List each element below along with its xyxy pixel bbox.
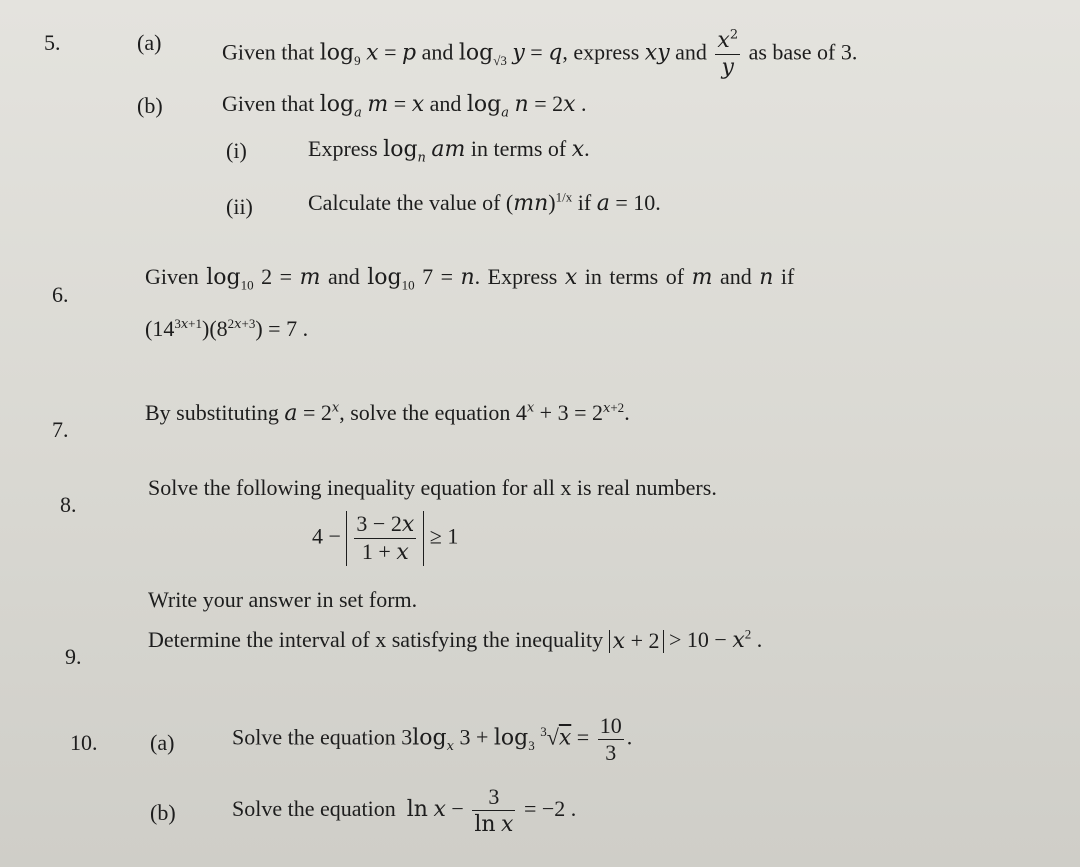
- q5a-statement: Given that $\log_9 x = p$ and $\log_{√3} y = q$, express xy and $\frac{x^2}{y}$ as base of 3.: [222, 27, 858, 80]
- q7-statement: By substituting $a = 2^x$, solve the equation $4^x + 3 = 2^{x+2}$.: [145, 399, 630, 426]
- q10-part-b-label: (b): [150, 800, 176, 825]
- question-5-number: 5.: [44, 30, 61, 55]
- q10b-statement: Solve the equation ln x − $\frac{3}{\text{ln x}}$ = −2 .: [232, 784, 577, 837]
- q5-part-b-label: (b): [137, 93, 163, 118]
- q8-statement: Solve the following inequality equation for all x is real numbers.: [148, 475, 717, 500]
- q5bii-statement: Calculate the value of (mn)$^{1/x}$ if a = 10.: [308, 189, 661, 216]
- absolute-value-bars: $\frac{3 - 2x}{1 + x}$: [346, 511, 424, 566]
- question-6-number: 6.: [52, 282, 69, 307]
- q8-instruction: Write your answer in set form.: [148, 587, 418, 612]
- q10-part-a-label: (a): [150, 730, 175, 755]
- question-7-number: 7.: [52, 417, 69, 442]
- q6-statement: Given $\log_{10} 2 = m$ and $\log_{10} 7 = n$. Express x in terms of m and n if: [145, 264, 795, 293]
- q9-statement: Determine the interval of x satisfying the inequality $x + 2 > 10 - x^2$ .: [148, 626, 763, 655]
- fraction-x2-over-y: $\frac{x^2}{y}$: [717, 27, 739, 80]
- question-10-number: 10.: [70, 730, 98, 755]
- q5b-statement: Given that $\log_a m = x$ and $\log_a n = 2x$ .: [222, 91, 587, 121]
- q5-part-ii-label: (ii): [226, 194, 253, 219]
- q5-part-i-label: (i): [226, 138, 247, 163]
- q8-inequality: 4 − $\frac{3 - 2x}{1 + x}$ ≥ 1: [312, 511, 459, 565]
- q5bi-statement: Express $\log_n$ am in terms of x.: [308, 136, 590, 166]
- q10a-statement: Solve the equation $3\log_x$ $3 + \log_3 ^3√x$ = $\frac{10}{3}$ .: [232, 713, 633, 765]
- question-9-number: 9.: [65, 644, 82, 669]
- q6-equation: $(14^{3x+1})(8^{2x+3}) = 7$ .: [145, 315, 309, 341]
- q5-part-a-label: (a): [137, 30, 162, 55]
- question-8-number: 8.: [60, 492, 77, 517]
